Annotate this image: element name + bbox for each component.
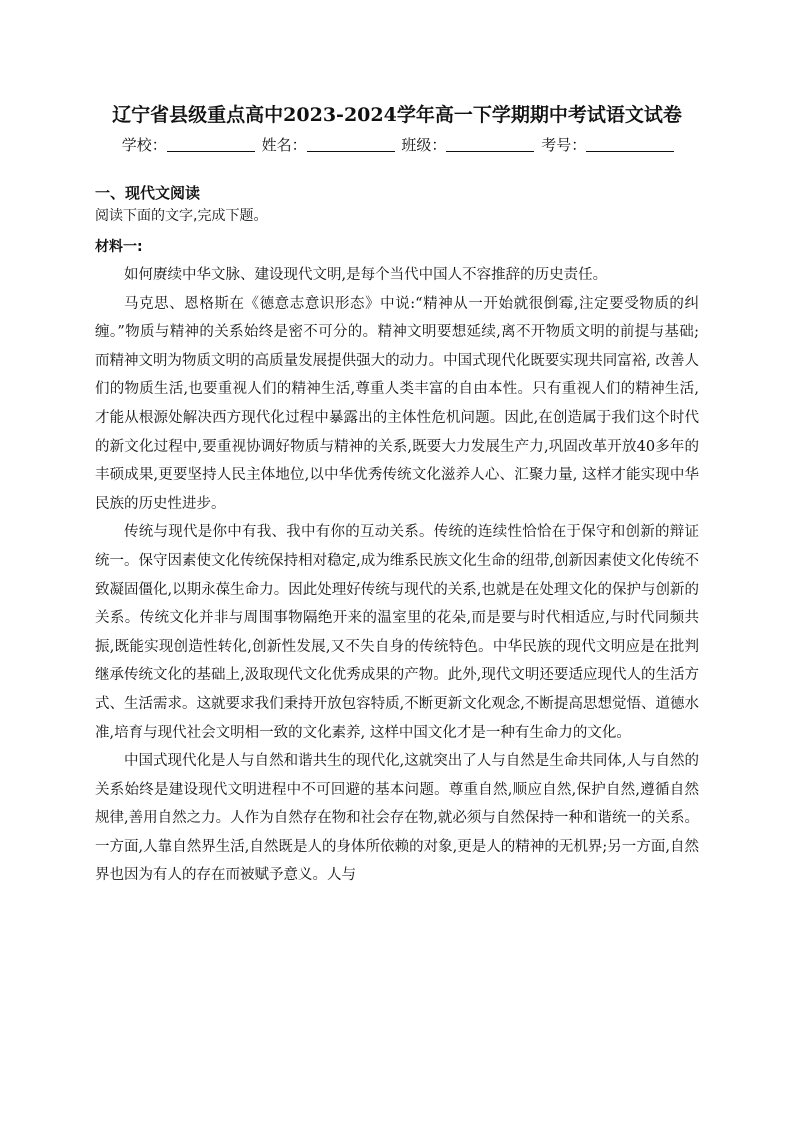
exam-title: 辽宁省县级重点高中2023-2024学年高一下学期期中考试语文试卷 [112, 104, 682, 126]
class-label: 班级： [401, 136, 447, 154]
exam-no-blank [586, 137, 674, 152]
name-label: 姓名： [261, 136, 307, 154]
paragraph: 如何赓续中华文脉、建设现代文明,是每个当代中国人不容推辞的历史责任。 [124, 267, 608, 283]
section-heading: 一、现代文阅读 [95, 184, 201, 202]
exam-no-label: 考号： [541, 136, 587, 154]
school-blank [167, 137, 255, 152]
instruction: 阅读下面的文字,完成下题。 [95, 208, 268, 224]
name-blank [307, 137, 395, 152]
student-info-line [0, 134, 794, 155]
paragraph: 传统与现代是你中有我、我中有你的互动关系。传统的连续性恰恰在于保守和创新的辩证统一。保守因素使文化传统保持相对稳定,成为维系民族文化生命的纽带,创新因素使文化传统不致凝固僵化,以期永葆生命力。因此处理好传统与现代的关系,也就是在处理文化的保护与创新的关系。传统文化并非与周围事物隔绝开来的温室里的花朵,而是要与时代相适应,与时代同频共振,既能实现创造性转化,创新性发展,又不失自身的传统特色。中华民族的现代文明应是在批判继承传统文化的基础上,汲取现代文化优秀成果的产物。此外,现代文明还要适应现代人的生活方式、生活需求。这就要求我们秉持开放包容特质,不断更新文化观念,不断提高思想觉悟、道德水准,培育与现代社会文明相一致的文化素养, 这样中国文化才是一种有生命力的文化。 [95, 524, 699, 741]
school-label: 学校： [121, 136, 167, 154]
class-blank [446, 137, 534, 152]
material-label: 材料一: [95, 239, 143, 255]
passage-body [95, 261, 699, 890]
paragraph: 中国式现代化是人与自然和谐共生的现代化,这就突出了人与自然是生命共同体,人与自然的关系始终是建设现代文明进程中不可回避的基本问题。尊重自然,顺应自然,保护自然,遵循自然规律,善用自然之力。人作为自然存在物和社会存在物,就必须与自然保持一种和谐统一的关系。一方面,人靠自然界生活,自然既是人的身体所依赖的对象,更是人的精神的无机界;另一方面,自然界也因为有人的存在而被赋予意义。人与 [95, 753, 699, 884]
paragraph: 马克思、恩格斯在《德意志意识形态》中说:“精神从一开始就很倒霉,注定要受物质的纠缠。”物质与精神的关系始终是密不可分的。精神文明要想延续,离不开物质文明的前提与基础;而精神文明为物质文明的高质量发展提供强大的动力。中国式现代化既要实现共同富裕, 改善人们的物质生活,也要重视人们的精神生活,尊重人类丰富的自由本性。只有重视人们的精神生活,才能从根源处解决西方现代化过程中暴露出的主体性危机问题。因此,在创造属于我们这个时代的新文化过程中,要重视协调好物质与精神的关系,既要大力发展生产力,巩固改革开放40多年的丰硕成果,更要坚持人民主体地位,以中华优秀传统文化滋养人心、汇聚力量, 这样才能实现中华民族的历史性进步。 [95, 295, 699, 512]
